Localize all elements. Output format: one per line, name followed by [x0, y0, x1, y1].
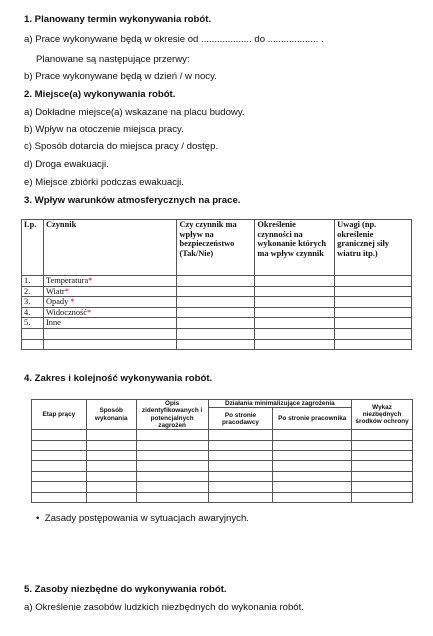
table-row [32, 482, 413, 492]
empty-cell [335, 328, 412, 339]
empty-cell [177, 318, 255, 329]
section-1-b: b) Prace wykonywane będą w dzień / w nocy. [24, 71, 217, 82]
empty-cell [136, 492, 208, 502]
factor-name: Temperatura [45, 276, 89, 285]
table-row [32, 492, 413, 502]
section-4-title: 4. Zakres i kolejność wykonywania robót. [24, 373, 213, 384]
empty-cell [136, 440, 208, 450]
factor-name: Wiatr [45, 286, 65, 296]
col-protection: Wykaz niezbędnych środków ochrony [352, 400, 413, 430]
col-mitigation: Działania minimalizujące zagrożenia [208, 400, 352, 408]
empty-cell [273, 482, 352, 492]
section-5-a: a) Określenie zasobów ludzkich niezbędnych do wykonania robót. [24, 602, 304, 613]
empty-cell [86, 430, 136, 440]
empty-cell [335, 339, 412, 350]
empty-cell [136, 461, 208, 471]
empty-cell [86, 471, 136, 481]
empty-cell [177, 276, 255, 287]
empty-cell [86, 451, 136, 461]
required-mark: * [64, 286, 69, 296]
table-row [22, 339, 412, 350]
empty-cell [255, 297, 335, 308]
section-2-item-c: c) Sposób dotarcia do miejsca pracy / dostęp. [24, 141, 219, 152]
empty-cell [86, 492, 136, 502]
empty-cell [335, 297, 412, 308]
empty-cell [208, 492, 273, 502]
empty-cell [136, 471, 208, 481]
col-method: Sposób wykonania [86, 400, 136, 430]
empty-cell [32, 492, 87, 502]
col-activities: Określenie czynności na wykonanie których ma wpływ czynnik [255, 220, 335, 276]
empty-cell [32, 471, 87, 481]
col-hazards: Opis zidentyfikowanych i potencjalnych zagrożeń [136, 400, 208, 430]
empty-cell [208, 471, 273, 481]
section-1-planned-breaks: Planowane są następujące przerwy: [36, 54, 190, 65]
empty-cell [352, 482, 413, 492]
cell-lp: 3. [22, 297, 44, 308]
empty-cell [335, 307, 412, 318]
empty-cell [177, 286, 255, 297]
factor-name: Widoczność [45, 307, 88, 317]
section-5-title: 5. Zasoby niezbędne do wykonywania robót. [24, 584, 227, 595]
col-employer-side: Po stronie pracodawcy [208, 408, 273, 430]
empty-cell [86, 482, 136, 492]
table-row [22, 307, 412, 318]
col-remarks: Uwagi (np. określenie granicznej siły wiatru itp.) [335, 220, 412, 276]
empty-cell [208, 461, 273, 471]
empty-cell [177, 307, 255, 318]
table-row [22, 276, 412, 287]
cell-factor [43, 328, 177, 339]
empty-cell [335, 276, 412, 287]
bullet-text: Zasady postępowania w sytuacjach awaryjnych. [44, 513, 249, 524]
empty-cell [86, 440, 136, 450]
table-row [32, 471, 413, 481]
cell-lp: 2. [22, 286, 44, 297]
empty-cell [273, 471, 352, 481]
bullet-icon: • [36, 513, 45, 524]
col-impact: Czy czynnik ma wpływ na bezpieczeństwo (Tak/Nie) [177, 220, 255, 276]
table-row [22, 328, 412, 339]
empty-cell [32, 461, 87, 471]
empty-cell [352, 440, 413, 450]
empty-cell [335, 286, 412, 297]
section-1-title: 1. Planowany termin wykonywania robót. [24, 14, 212, 25]
table-row [32, 461, 413, 471]
cell-lp [22, 339, 44, 350]
empty-cell [255, 307, 335, 318]
empty-cell [136, 482, 208, 492]
emergency-rules-bullet [36, 513, 249, 524]
empty-cell [177, 328, 255, 339]
empty-cell [32, 440, 87, 450]
empty-cell [273, 492, 352, 502]
table-row [32, 440, 413, 450]
empty-cell [32, 451, 87, 461]
empty-cell [86, 461, 136, 471]
empty-cell [273, 451, 352, 461]
cell-factor [43, 339, 177, 350]
empty-cell [255, 328, 335, 339]
cell-factor [43, 297, 177, 308]
empty-cell [352, 430, 413, 440]
section-3-title: 3. Wpływ warunków atmosferycznych na prace. [24, 195, 241, 206]
table-row [32, 451, 413, 461]
factor-name: Inne [45, 318, 61, 328]
required-mark: * [87, 307, 92, 317]
table-row [32, 430, 413, 440]
table-row [22, 318, 412, 329]
empty-cell [32, 430, 87, 440]
empty-cell [335, 318, 412, 329]
cell-factor [43, 286, 177, 297]
col-lp: Lp. [22, 220, 44, 276]
table-row [22, 286, 412, 297]
empty-cell [273, 440, 352, 450]
empty-cell [255, 339, 335, 350]
empty-cell [352, 451, 413, 461]
empty-cell [255, 318, 335, 329]
empty-cell [177, 339, 255, 350]
empty-cell [32, 482, 87, 492]
empty-cell [255, 286, 335, 297]
cell-lp: 5. [22, 318, 44, 329]
factor-name: Opady [45, 297, 71, 307]
empty-cell [273, 461, 352, 471]
required-mark: * [70, 297, 75, 307]
empty-cell [208, 482, 273, 492]
empty-cell [208, 451, 273, 461]
empty-cell [255, 276, 335, 287]
empty-cell [177, 297, 255, 308]
cell-factor [43, 318, 177, 329]
cell-factor [43, 307, 177, 318]
empty-cell [136, 451, 208, 461]
weather-table [21, 219, 412, 350]
table-row [22, 297, 412, 308]
cell-lp: 4. [22, 307, 44, 318]
section-1-a: a) Prace wykonywane będą w okresie od ................... do ................... . [24, 34, 324, 45]
col-factor: Czynnik [43, 220, 177, 276]
section-2-title: 2. Miejsce(a) wykonywania robót. [24, 89, 176, 100]
empty-cell [136, 430, 208, 440]
section-2-item-b: b) Wpływ na otoczenie miejsca pracy. [24, 124, 184, 135]
work-scope-table [31, 399, 413, 503]
col-employee-side: Po stronie pracownika [273, 408, 352, 430]
empty-cell [352, 471, 413, 481]
cell-lp [22, 328, 44, 339]
empty-cell [208, 440, 273, 450]
required-mark: * [88, 276, 93, 285]
empty-cell [208, 430, 273, 440]
col-stage: Etap prący [32, 400, 87, 430]
empty-cell [352, 492, 413, 502]
cell-factor [43, 276, 177, 287]
section-2-item-d: d) Droga ewakuacji. [24, 159, 109, 170]
empty-cell [352, 461, 413, 471]
section-2-item-e: e) Miejsce zbiórki podczas ewakuacji. [24, 177, 184, 188]
section-2-item-a: a) Dokładne miejsce(a) wskazane na placu budowy. [24, 107, 245, 118]
cell-lp: 1. [22, 276, 44, 287]
empty-cell [273, 430, 352, 440]
